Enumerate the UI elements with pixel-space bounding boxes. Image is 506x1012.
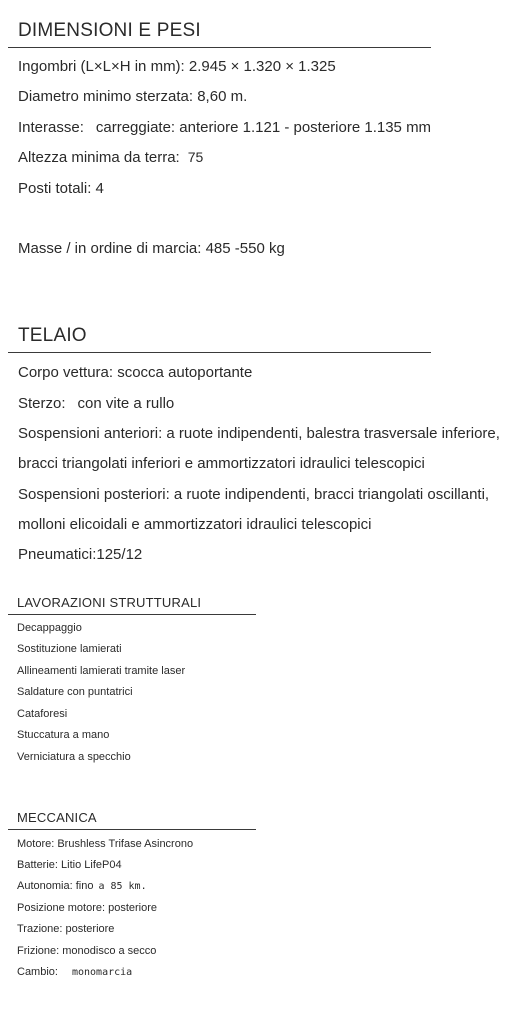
spec-autonomia xyxy=(17,880,147,892)
list-item: Allineamenti lamierati tramite laser xyxy=(17,665,186,677)
list-item: Decappaggio xyxy=(17,622,82,634)
spec-ingombri: Ingombri (L×L×H in mm): 2.945 × 1.320 × 1.325 xyxy=(18,58,336,75)
divider-telaio xyxy=(8,352,431,353)
spec-corpo: Corpo vettura: scocca autoportante xyxy=(18,364,253,381)
spec-posti: Posti totali: 4 xyxy=(18,180,104,197)
list-item: Saldature con puntatrici xyxy=(17,686,133,698)
spec-sterzo xyxy=(18,395,174,412)
list-item: Verniciatura a specchio xyxy=(17,751,131,763)
spec-interasse-label: Interasse: xyxy=(18,119,84,136)
spec-sosp-post-line2: molloni elicoidali e ammortizzatori idraulici telescopici xyxy=(18,516,372,533)
list-item: Stuccatura a mano xyxy=(17,729,110,741)
spec-trazione: Trazione: posteriore xyxy=(17,923,115,935)
spec-masse: Masse / in ordine di marcia: 485 -550 kg xyxy=(18,240,285,257)
spec-interasse xyxy=(18,119,431,136)
spec-frizione: Frizione: monodisco a secco xyxy=(17,945,157,957)
spec-autonomia-value: a 85 km. xyxy=(98,881,147,892)
spec-cambio xyxy=(17,966,132,978)
spec-posizione: Posizione motore: posteriore xyxy=(17,902,158,914)
section-title-lavorazioni: LAVORAZIONI STRUTTURALI xyxy=(17,595,202,610)
spec-diametro: Diametro minimo sterzata: 8,60 m. xyxy=(18,88,248,105)
divider-dimensioni xyxy=(8,47,431,48)
section-title-telaio: TELAIO xyxy=(18,325,87,346)
spec-sosp-ant-line1: Sospensioni anteriori: a ruote indipendenti, balestra trasversale inferiore, xyxy=(18,425,500,442)
spec-batterie: Batterie: Litio LifeP04 xyxy=(17,859,122,871)
spec-sosp-post-line1: Sospensioni posteriori: a ruote indipendenti, bracci triangolati oscillanti, xyxy=(18,486,490,503)
spec-cambio-label: Cambio: xyxy=(17,966,58,978)
spec-autonomia-label: Autonomia: fino xyxy=(17,880,94,892)
section-title-meccanica: MECCANICA xyxy=(17,810,97,825)
list-item: Cataforesi xyxy=(17,708,68,720)
spec-sterzo-value: con vite a rullo xyxy=(77,395,175,412)
spec-pneumatici: Pneumatici:125/12 xyxy=(18,546,143,563)
spec-altezza-label: Altezza minima da terra: xyxy=(18,149,180,166)
divider-meccanica xyxy=(8,829,256,830)
spec-altezza-value: 75 xyxy=(187,149,204,165)
spec-interasse-value: carreggiate: anteriore 1.121 - posteriore 1.135 mm xyxy=(95,119,432,136)
spec-sosp-ant-line2: bracci triangolati inferiori e ammortizzatori idraulici telescopici xyxy=(18,455,425,472)
spec-altezza xyxy=(18,149,203,166)
list-item: Sostituzione lamierati xyxy=(17,643,122,655)
spec-motore: Motore: Brushless Trifase Asincrono xyxy=(17,838,194,850)
spec-cambio-value: monomarcia xyxy=(71,967,133,978)
divider-lavorazioni xyxy=(8,614,256,615)
spec-sterzo-label: Sterzo: xyxy=(18,395,66,412)
section-title-dimensioni: DIMENSIONI E PESI xyxy=(18,20,201,41)
